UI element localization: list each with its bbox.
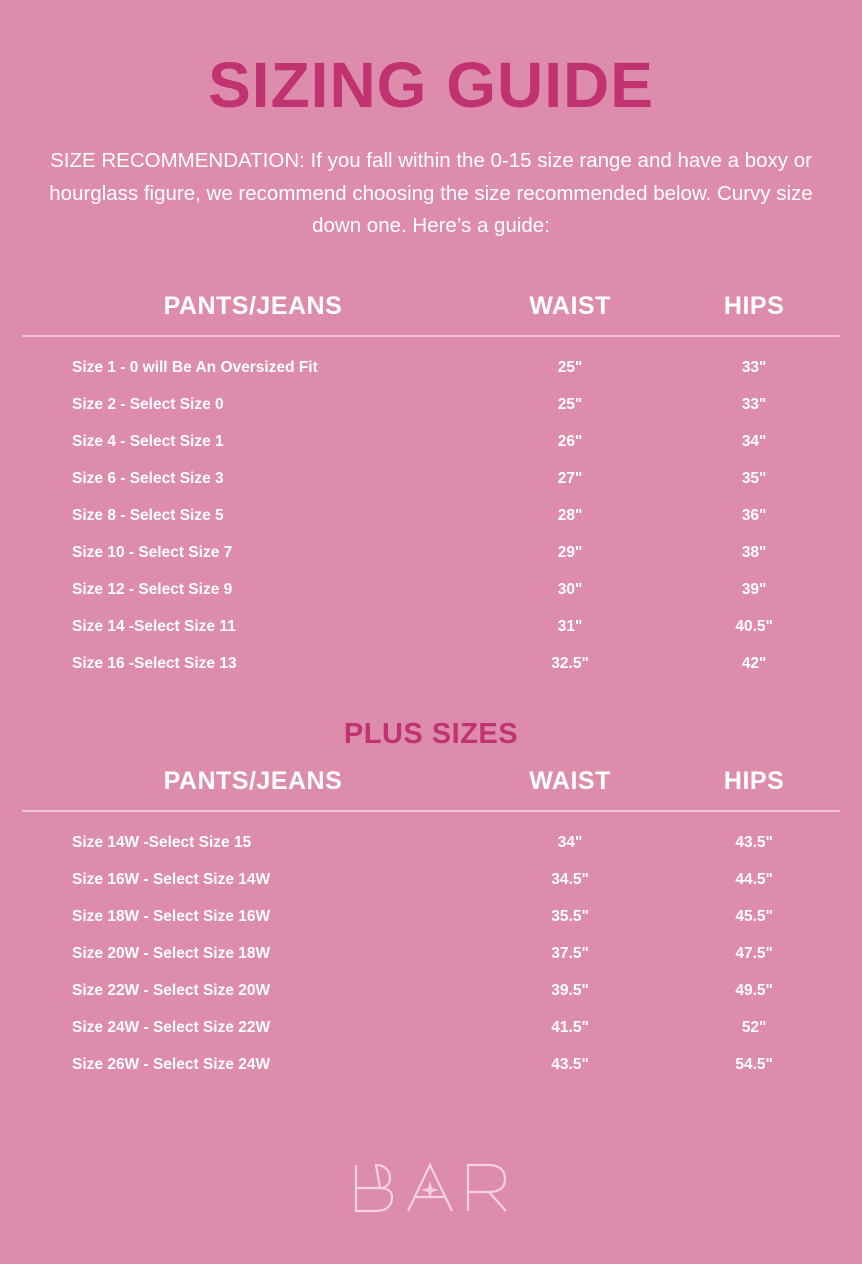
table-row xyxy=(22,972,840,1009)
regular-sizes-section xyxy=(22,286,840,682)
column-header-waist: WAIST xyxy=(529,292,611,321)
page-title: SIZING GUIDE xyxy=(208,49,654,121)
plus-header-divider xyxy=(22,810,840,812)
column-header-hips: HIPS xyxy=(723,767,785,796)
hips-value: 38" xyxy=(741,543,767,561)
table-row xyxy=(22,645,840,682)
table-row xyxy=(22,1046,840,1083)
plus-sizes-table xyxy=(22,761,840,810)
table-row xyxy=(22,861,840,898)
waist-value: 25" xyxy=(557,358,583,376)
column-header-waist: WAIST xyxy=(529,767,611,796)
waist-value: 25" xyxy=(557,395,583,413)
hips-value: 33" xyxy=(741,395,767,413)
waist-value: 41.5" xyxy=(551,1018,589,1036)
waist-value: 27" xyxy=(557,469,583,487)
hips-value: 43.5" xyxy=(735,833,773,851)
regular-sizes-table xyxy=(22,286,840,335)
size-label: Size 20W - Select Size 18W xyxy=(72,944,271,962)
hips-value: 33" xyxy=(741,358,767,376)
hips-value: 42" xyxy=(741,654,767,672)
header-divider xyxy=(22,335,840,337)
hips-value: 35" xyxy=(741,469,767,487)
waist-value: 29" xyxy=(557,543,583,561)
hips-value: 54.5" xyxy=(735,1055,773,1073)
waist-value: 34.5" xyxy=(551,870,589,888)
size-label: Size 14W -Select Size 15 xyxy=(72,833,252,851)
size-label: Size 16 -Select Size 13 xyxy=(72,654,237,672)
hips-value: 36" xyxy=(741,506,767,524)
waist-value: 30" xyxy=(557,580,583,598)
size-label: Size 6 - Select Size 3 xyxy=(72,469,224,487)
plus-table-header xyxy=(22,761,840,810)
waist-value: 34" xyxy=(557,833,583,851)
table-row xyxy=(22,898,840,935)
table-row xyxy=(22,460,840,497)
table-header-row xyxy=(22,761,840,810)
size-label: Size 8 - Select Size 5 xyxy=(72,506,224,524)
column-header-hips: HIPS xyxy=(723,292,785,321)
size-label: Size 18W - Select Size 16W xyxy=(72,907,271,925)
table-row xyxy=(22,349,840,386)
size-label: Size 26W - Select Size 24W xyxy=(72,1055,271,1073)
plus-sizes-heading: PLUS SIZES xyxy=(343,718,519,751)
column-header-pants-jeans: PANTS/JEANS xyxy=(163,767,343,796)
table-row xyxy=(22,571,840,608)
footer xyxy=(0,1157,862,1224)
size-label: Size 1 - 0 will Be An Oversized Fit xyxy=(72,358,318,376)
size-label: Size 24W - Select Size 22W xyxy=(72,1018,271,1036)
plus-sizes-section xyxy=(22,696,840,1083)
brand-logo xyxy=(346,1157,516,1224)
plus-sizes-body xyxy=(22,824,840,1083)
table-row xyxy=(22,1009,840,1046)
table-row xyxy=(22,423,840,460)
size-label: Size 10 - Select Size 7 xyxy=(72,543,233,561)
waist-value: 43.5" xyxy=(551,1055,589,1073)
hips-value: 49.5" xyxy=(735,981,773,999)
hips-value: 34" xyxy=(741,432,767,450)
table-row xyxy=(22,534,840,571)
size-label: Size 12 - Select Size 9 xyxy=(72,580,233,598)
size-label: Size 22W - Select Size 20W xyxy=(72,981,271,999)
waist-value: 32.5" xyxy=(551,654,589,672)
regular-table-header xyxy=(22,286,840,335)
size-label: Size 4 - Select Size 1 xyxy=(72,432,224,450)
hips-value: 45.5" xyxy=(735,907,773,925)
hips-value: 40.5" xyxy=(735,617,773,635)
waist-value: 39.5" xyxy=(551,981,589,999)
size-label: Size 14 -Select Size 11 xyxy=(72,617,236,635)
table-row xyxy=(22,608,840,645)
table-header-row xyxy=(22,286,840,335)
column-header-pants-jeans: PANTS/JEANS xyxy=(163,292,343,321)
waist-value: 37.5" xyxy=(551,944,589,962)
hips-value: 39" xyxy=(741,580,767,598)
size-label: Size 16W - Select Size 14W xyxy=(72,870,271,888)
waist-value: 31" xyxy=(557,617,583,635)
table-row xyxy=(22,935,840,972)
table-row xyxy=(22,497,840,534)
waist-value: 26" xyxy=(557,432,583,450)
table-row xyxy=(22,386,840,423)
waist-value: 28" xyxy=(557,506,583,524)
waist-value: 35.5" xyxy=(551,907,589,925)
regular-sizes-body xyxy=(22,349,840,682)
hips-value: 52" xyxy=(741,1018,767,1036)
size-label: Size 2 - Select Size 0 xyxy=(72,395,224,413)
table-row xyxy=(22,824,840,861)
hips-value: 47.5" xyxy=(735,944,773,962)
size-recommendation-text: SIZE RECOMMENDATION: If you fall within the 0-15 size range and have a boxy or hourglass figure, we recommend choosing the size recommended below. Curvy size down one. Here’s a guide: xyxy=(49,149,813,237)
hips-value: 44.5" xyxy=(735,870,773,888)
